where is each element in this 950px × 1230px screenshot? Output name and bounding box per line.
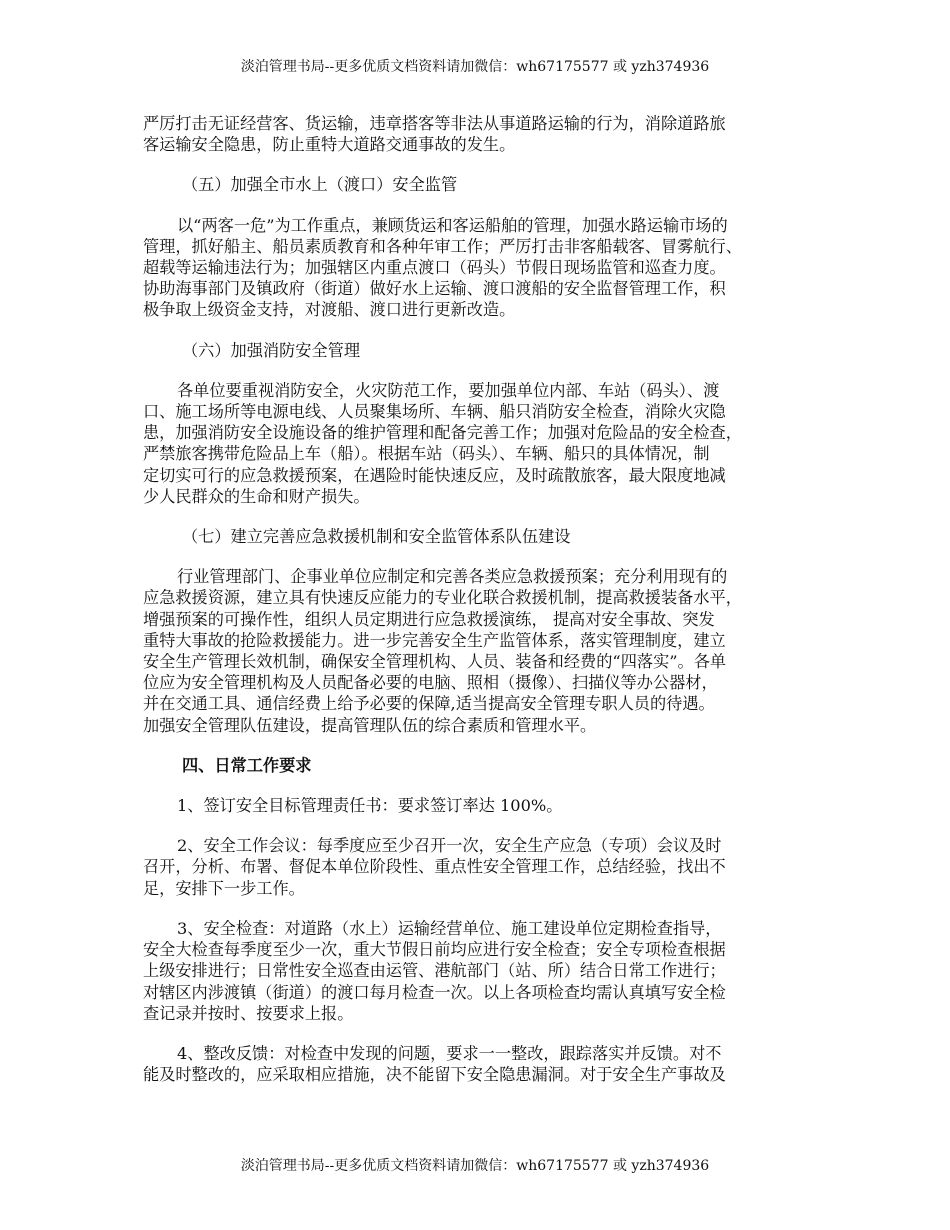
list-item-rectification-feedback: 4、整改反馈：对检查中发现的问题，要求一一整改，跟踪落实并反馈。对不 能及时整改的，应采取相应措施，决不能留下安全隐患漏洞。对于安全生产事故及: [143, 1043, 726, 1085]
list-item-safety-meetings: 2、安全工作会议：每季度应至少召开一次，安全生产应急（专项）会议及时 召开，分析、布署、督促本单位阶段性、重点性安全管理工作，总结经验，找出不 足，安排下一步工作。: [143, 836, 726, 898]
page-footer: 淡泊管理书局--更多优质文档资料请加微信：wh67175577 或 yzh374936: [240, 1158, 710, 1174]
subheading-7-emergency-rescue: （七）建立完善应急救援机制和安全监管体系队伍建设: [182, 527, 571, 547]
list-item-target-responsibility: 1、签订安全目标管理责任书：要求签订率达 100%。: [177, 796, 563, 816]
section-heading-daily-requirements: 四、日常工作要求: [182, 755, 312, 775]
subheading-6-fire-safety: （六）加强消防安全管理: [182, 340, 361, 360]
page-header: 淡泊管理书局--更多优质文档资料请加微信：wh67175577 或 yzh374936: [240, 59, 710, 75]
paragraph-continuation: 严厉打击无证经营客、货运输，违章搭客等非法从事道路运输的行为，消除道路旅 客运输安全隐患，防止重特大道路交通事故的发生。: [143, 114, 726, 155]
paragraph-waterway-safety: 以“两客一危”为工作重点，兼顾货运和客运船舶的管理，加强水路运输市场的 管理，抓好船主、船员素质教育和各种年审工作；严厉打击非客船载客、冒雾航行、 超载等运输违法行为；加强辖区内重点渡口（码头）节假日现场监管和巡查力度。 协助海事部门及镇政府（街道）做好水上运输、渡口渡船的安全监督管理工作，积 极争取上级资金支持，对渡船、渡口进行更新改造。: [143, 215, 742, 320]
paragraph-fire-safety: 各单位要重视消防安全，火灾防范工作，要加强单位内部、车站（码头）、渡 口、施工场所等电源电线、人员聚集场所、车辆、船只消防安全检查，消除火灾隐 患，加强消防安全设施设备的维护管理和配备完善工作；加强对危险品的安全检查， 严禁旅客携带危险品上车（船）。根据车站（码头）、车辆、船只的具体情况，制 定切实可行的应急救援预案，在遇险时能快速反应，及时疏散旅客，最大限度地减 少人民群众的生命和财产损失。: [143, 380, 742, 506]
paragraph-emergency-rescue: 行业管理部门、企事业单位应制定和完善各类应急救援预案；充分利用现有的 应急救援资源，建立具有快速反应能力的专业化联合救援机制，提高救援装备水平， 增强预案的可操作性，组织人员定期进行应急救援演练， 提高对安全事故、突发 重特大事故的抢险救援能力。进一步完善安全生产监管体系，落实管理制度，建立 安全生产管理长效机制，确保安全管理机构、人员、装备和经费的“四落实”。各单 位应为安全管理机构及人员配备必要的电脑、照相（摄像）、扫描仪等办公器材， 并在交通工具、通信经费上给予必要的保障,适当提高安全管理专职人员的待遇。 加强安全管理队伍建设，提高管理队伍的综合素质和管理水平。: [143, 567, 742, 735]
list-item-safety-inspection: 3、安全检查：对道路（水上）运输经营单位、施工建设单位定期检查指导， 安全大检查每季度至少一次，重大节假日前均应进行安全检查；安全专项检查根据 上级安排进行；日常性安全巡查由运管、港航部门（站、所）结合日常工作进行； 对辖区内涉渡镇（街道）的渡口每月检查一次。以上各项检查均需认真填写安全检 查记录并按时、按要求上报。: [143, 918, 726, 1023]
subheading-5-waterway-safety: （五）加强全市水上（渡口）安全监管: [182, 175, 458, 195]
document-body: [143, 113, 813, 1104]
